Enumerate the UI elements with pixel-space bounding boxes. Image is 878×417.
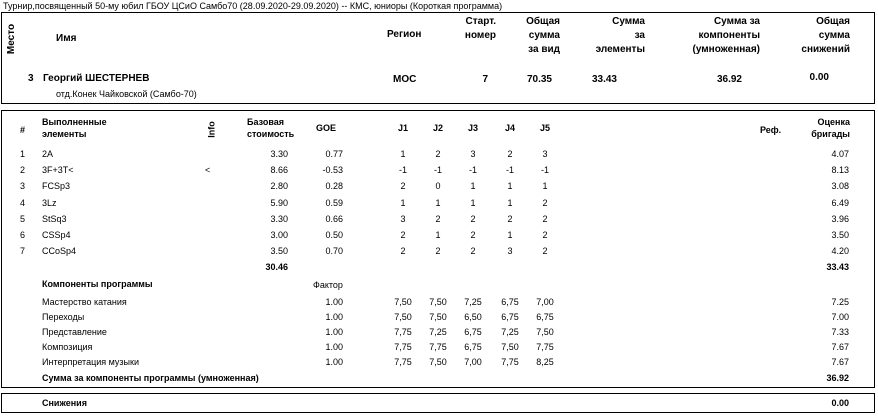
element-goe: 0.28 <box>325 181 343 192</box>
element-panel-score: 4.20 <box>831 246 849 257</box>
component-name: Композиция <box>42 342 93 352</box>
place-header: Место <box>6 23 17 55</box>
element-judge-score: 1 <box>507 181 513 192</box>
element-judge-score: 1 <box>507 230 513 240</box>
judge-header: J4 <box>504 123 515 133</box>
element-judge-score: 2 <box>507 213 513 224</box>
component-judge-score: 7,50 <box>429 297 447 307</box>
element-judge-score: 2 <box>400 181 406 192</box>
skater-region: МОС <box>393 74 417 85</box>
total-header: Общая сумма за вид <box>526 16 560 55</box>
element-number: 2 <box>20 165 26 176</box>
element-judge-score: 1 <box>470 181 476 192</box>
component-factor: 1.00 <box>325 357 343 367</box>
element-panel-score: 3.50 <box>831 230 849 240</box>
element-judge-score: 2 <box>400 246 406 257</box>
element-name: StSq3 <box>42 213 67 224</box>
component-factor: 1.00 <box>325 342 343 352</box>
element-base-value: 2.80 <box>270 181 288 192</box>
skater-name: Георгий ШЕСТЕРНЕВ <box>43 73 150 84</box>
element-base-value: 3.00 <box>270 230 288 240</box>
component-judge-score: 6,75 <box>464 342 482 352</box>
component-judge-score: 7,50 <box>394 297 412 307</box>
element-panel-score: 4.07 <box>831 149 849 159</box>
component-judge-score: 7,50 <box>501 342 519 352</box>
component-judge-score: 7,75 <box>394 342 412 352</box>
component-judge-score: 7,00 <box>536 297 554 307</box>
element-judge-score: -1 <box>468 165 477 176</box>
element-goe: 0.77 <box>325 149 343 159</box>
element-judge-score: 3 <box>400 213 406 224</box>
region-header: Регион <box>387 29 422 40</box>
skater-total: 70.35 <box>526 74 552 85</box>
component-score: 7.67 <box>831 357 849 367</box>
element-number: 3 <box>20 181 26 192</box>
element-judge-score: 2 <box>470 230 476 240</box>
element-base-value: 3.30 <box>270 149 288 159</box>
element-name: FCSp3 <box>42 181 71 192</box>
skater-start-number: 7 <box>482 74 488 85</box>
component-score: 7.67 <box>831 342 849 352</box>
element-panel-score: 3.96 <box>831 213 849 224</box>
element-name: CSSp4 <box>42 230 71 240</box>
element-judge-score: 2 <box>435 149 441 159</box>
skater-club: отд.Конек Чайковской (Самбо-70) <box>56 89 197 99</box>
elements-total-base: 30.46 <box>265 262 288 272</box>
components-title: Компоненты программы <box>42 279 153 289</box>
deductions-label: Снижения <box>42 398 87 408</box>
element-judge-score: 1 <box>507 197 513 208</box>
element-judge-score: 1 <box>400 197 406 208</box>
element-judge-score: 2 <box>507 149 513 159</box>
element-panel-score: 3.08 <box>831 181 849 192</box>
component-judge-score: 6,75 <box>501 312 519 322</box>
element-panel-score: 6.49 <box>831 197 849 208</box>
components-total-label: Сумма за компоненты программы (умноженная) <box>42 373 259 383</box>
judge-header: J5 <box>539 123 550 133</box>
element-judge-score: 2 <box>400 230 406 240</box>
element-judge-score: -1 <box>540 165 549 176</box>
judge-header: J2 <box>432 123 443 133</box>
element-goe: -0.53 <box>322 165 343 176</box>
component-name: Интерпретация музыки <box>42 357 139 367</box>
component-judge-score: 6,75 <box>464 327 482 337</box>
element-judge-score: 2 <box>470 246 476 257</box>
name-header: Имя <box>56 33 77 44</box>
element-number: 4 <box>20 197 26 208</box>
component-judge-score: 7,75 <box>429 342 447 352</box>
element-goe: 0.50 <box>325 230 343 240</box>
element-judge-score: 2 <box>435 246 441 257</box>
element-judge-score: 2 <box>542 246 548 257</box>
goe-header: GOE <box>316 123 337 133</box>
element-info: < <box>205 165 211 176</box>
skater-deductions: 0.00 <box>809 72 829 83</box>
elements-sum-header: Сумма за элементы <box>595 16 645 55</box>
base-value-header: Базовая стоимость <box>247 117 295 139</box>
skater-elements-score: 33.43 <box>591 74 617 85</box>
component-judge-score: 6,75 <box>501 297 519 307</box>
element-base-value: 5.90 <box>270 197 288 208</box>
elements-name-header: Выполненные элементы <box>42 117 107 139</box>
component-score: 7.00 <box>831 312 849 322</box>
component-judge-score: 8,25 <box>536 357 554 367</box>
elements-total-score: 33.43 <box>826 262 849 272</box>
component-name: Мастерство катания <box>42 297 127 307</box>
component-judge-score: 7,75 <box>394 357 412 367</box>
element-panel-score: 8.13 <box>831 165 849 176</box>
event-title: Турнир,посвященный 50-му юбил ГБОУ ЦСиО Самбо70 (28.09.2020-29.09.2020) -- КМС, юниоры (Короткая программа) <box>3 1 503 11</box>
judge-header: J1 <box>397 123 408 133</box>
element-name: CCoSp4 <box>42 246 77 257</box>
element-judge-score: 0 <box>435 181 441 192</box>
component-judge-score: 7,25 <box>501 327 519 337</box>
component-judge-score: 7,00 <box>464 357 482 367</box>
element-base-value: 3.30 <box>270 213 288 224</box>
element-judge-score: 1 <box>400 149 406 159</box>
element-judge-score: 2 <box>542 213 548 224</box>
element-judge-score: 1 <box>542 181 548 192</box>
element-goe: 0.59 <box>325 197 343 208</box>
element-judge-score: -1 <box>433 165 442 176</box>
element-judge-score: 1 <box>435 230 441 240</box>
element-judge-score: 2 <box>470 213 476 224</box>
component-judge-score: 7,50 <box>429 357 447 367</box>
component-factor: 1.00 <box>325 297 343 307</box>
component-judge-score: 7,75 <box>501 357 519 367</box>
element-number: 5 <box>20 213 26 224</box>
component-judge-score: 7,75 <box>536 342 554 352</box>
element-name: 2A <box>42 149 54 159</box>
element-name: 3Lz <box>42 197 57 208</box>
element-number: 7 <box>20 246 26 257</box>
components-total: 36.92 <box>826 373 849 383</box>
referee-header: Реф. <box>760 125 782 135</box>
factor-header: Фактор <box>313 280 343 290</box>
element-judge-score: -1 <box>398 165 407 176</box>
element-judge-score: 3 <box>507 246 513 257</box>
judge-header: J3 <box>467 123 478 133</box>
element-goe: 0.70 <box>325 246 343 257</box>
component-factor: 1.00 <box>325 312 343 322</box>
element-judge-score: 1 <box>470 197 476 208</box>
panel-score-header: Оценка бригады <box>811 117 850 139</box>
element-judge-score: 2 <box>435 213 441 224</box>
element-number: 1 <box>20 149 26 159</box>
component-judge-score: 7,75 <box>394 327 412 337</box>
component-name: Представление <box>42 327 107 337</box>
element-name: 3F+3T< <box>42 165 74 176</box>
component-judge-score: 7,25 <box>429 327 447 337</box>
deductions-box <box>1 393 875 413</box>
skater-place: 3 <box>28 73 34 84</box>
deductions-total: 0.00 <box>831 398 849 408</box>
component-judge-score: 7,50 <box>394 312 412 322</box>
element-goe: 0.66 <box>325 213 343 224</box>
start-number-header: Старт. номер <box>464 16 496 41</box>
element-judge-score: 2 <box>542 230 548 240</box>
element-judge-score: 3 <box>470 149 476 159</box>
element-judge-score: 1 <box>435 197 441 208</box>
component-factor: 1.00 <box>325 327 343 337</box>
element-judge-score: 3 <box>542 149 548 159</box>
elements-num-header: # <box>20 125 26 135</box>
component-judge-score: 7,25 <box>464 297 482 307</box>
element-judge-score: 2 <box>542 197 548 208</box>
component-name: Переходы <box>42 312 85 322</box>
component-judge-score: 7,50 <box>429 312 447 322</box>
component-score: 7.25 <box>831 297 849 307</box>
component-score: 7.33 <box>831 327 849 337</box>
element-base-value: 3.50 <box>270 246 288 257</box>
element-base-value: 8.66 <box>270 165 288 176</box>
element-judge-score: -1 <box>505 165 514 176</box>
skater-components-score: 36.92 <box>716 74 742 85</box>
component-judge-score: 6,50 <box>464 312 482 322</box>
component-judge-score: 7,50 <box>536 327 554 337</box>
info-header: Info <box>206 121 217 138</box>
component-judge-score: 6,75 <box>536 312 554 322</box>
components-sum-header: Сумма за компоненты (умноженная) <box>692 16 760 55</box>
element-number: 6 <box>20 230 26 240</box>
deductions-header: Общая сумма снижений <box>801 16 850 55</box>
